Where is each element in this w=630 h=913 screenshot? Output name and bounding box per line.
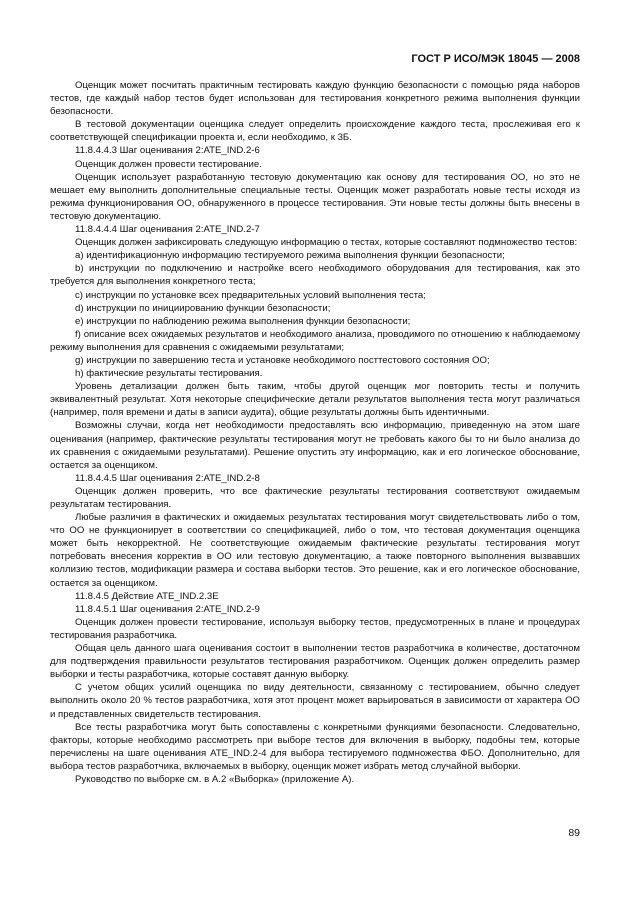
- paragraph: Любые различия в фактических и ожидаемых результатах тестирования могут свидетельствовать либо о том, что ОО не функционирует в соответствии со спецификацией, либо о том, что тестовая документация оценщика может быть некорректной. Не соответствующие ожидаемым фактические результаты тестирования могут потребовать внесения корректив в ОО или тестовую документацию, а также повторного выполнения вызвавших коллизию тестов, модификации размера и состава выборки тестов. Это решение, как и его логическое обоснование, остается за оценщиком.: [50, 512, 580, 589]
- list-item: b) инструкции по подключению и настройке всего необходимого оборудования для тестирования, как это требуется для выполнения конкретного теста;: [50, 263, 580, 288]
- document-header: ГОСТ Р ИСО/МЭК 18045 — 2008: [411, 53, 580, 65]
- list-item: f) описание всех ожидаемых результатов и необходимого анализа, проводимого по отношению к наблюдаемому режиму выполнения для сравнения с ожидаемыми результатами;: [50, 328, 580, 353]
- list-item: c) инструкции по установке всех предварительных условий выполнения теста;: [75, 289, 426, 301]
- paragraph: Оценщик может посчитать практичным тестировать каждую функцию безопасности с помощью ряда наборов тестов, где каждый набор тестов будет использован для тестирования конкретного режима выполнения функции безопасности.: [50, 80, 580, 118]
- paragraph: Все тесты разработчика могут быть сопоставлены с конкретными функциями безопасности. Следовательно, факторы, которые необходимо рассмотреть при выборе тестов для включения в выборку, подобны тем, которые перечислены на шаге оценивания ATE_IND.2-4 для выбора тестируемого подмножества ФБО. Дополнительно, для выбора тестов разработчика, включаемых в выборку, оценщик может избрать метод случайной выборки.: [50, 721, 580, 772]
- paragraph: Оценщик должен зафиксировать следующую информацию о тестах, которые составляют подмножество тестов:: [75, 237, 578, 249]
- document-body: [50, 79, 580, 786]
- paragraph: С учетом общих усилий оценщика по виду деятельности, связанному с тестированием, обычно следует выполнить около 20 % тестов разработчика, хотя этот процент может варьироваться в зависимости от характера ОО и представленных свидетельств тестирования.: [50, 682, 580, 720]
- paragraph: Руководство по выборке см. в А.2 «Выборка» (приложение А).: [75, 773, 355, 785]
- paragraph: Оценщик должен проверить, что все фактические результаты тестирования соответствуют ожидаемым результатам тестирования.: [50, 485, 580, 510]
- paragraph: Уровень детализации должен быть таким, чтобы другой оценщик мог повторить тесты и получить эквивалентный результат. Хотя некоторые специфические детали результатов выполнения теста могут различаться (например, поля времени и даты в записи аудита), общие результаты должны быть идентичными.: [50, 381, 580, 419]
- section-heading: 11.8.4.4.5 Шаг оценивания 2:ATE_IND.2-8: [75, 472, 260, 484]
- paragraph: Оценщик использует разработанную тестовую документацию как основу для тестирования ОО, но это не мешает ему выполнить дополнительные специальные тесты. Оценщик может разработать новые тесты исходя из режима функционирования ОО, обнаруженного в процессе тестирования. Эти новые тесты должны быть внесены в тестовую документацию.: [50, 171, 580, 222]
- paragraph: Общая цель данного шага оценивания состоит в выполнении тестов разработчика в количестве, достаточном для подтверждения правильности результатов тестирования разработчиком. Оценщик должен определить размер выборки и тесты разработчика, которые составят данную выборку.: [50, 643, 580, 681]
- list-item: g) инструкции по завершению теста и установке необходимого посттестового состояния ОО;: [75, 354, 490, 366]
- section-heading: 11.8.4.5 Действие ATE_IND.2.3E: [75, 590, 219, 602]
- section-heading: 11.8.4.4.3 Шаг оценивания 2:ATE_IND.2-6: [75, 145, 260, 157]
- paragraph: В тестовой документации оценщика следует определить происхождение каждого теста, прослеживая его к соответствующей спецификации проекта и, если необходимо, к 3Б.: [50, 119, 580, 144]
- paragraph: Оценщик должен провести тестирование.: [75, 158, 262, 170]
- list-item: e) инструкции по наблюдению режима выполнения функции безопасности;: [75, 315, 411, 327]
- list-item: d) инструкции по инициированию функции безопасности;: [75, 302, 331, 314]
- section-heading: 11.8.4.4.4 Шаг оценивания 2:ATE_IND.2-7: [75, 224, 260, 236]
- page-number: 89: [568, 827, 580, 839]
- list-item: a) идентификационную информацию тестируемого режима выполнения функции безопасности;: [75, 250, 505, 262]
- section-heading: 11.8.4.5.1 Шаг оценивания 2:ATE_IND.2-9: [75, 603, 260, 615]
- list-item: h) фактические результаты тестирования.: [75, 368, 263, 380]
- paragraph: Возможны случаи, когда нет необходимости предоставлять всю информацию, приведенную на этом шаге оценивания (например, фактические результаты тестирования могут не требовать какого бы то ни было анализа до их сравнения с ожидаемыми результатами). Решение опустить эту информацию, как и его логическое обоснование, остается за оценщиком.: [50, 420, 580, 471]
- paragraph: Оценщик должен провести тестирование, используя выборку тестов, предусмотренных в плане и процедурах тестирования разработчика.: [50, 616, 580, 641]
